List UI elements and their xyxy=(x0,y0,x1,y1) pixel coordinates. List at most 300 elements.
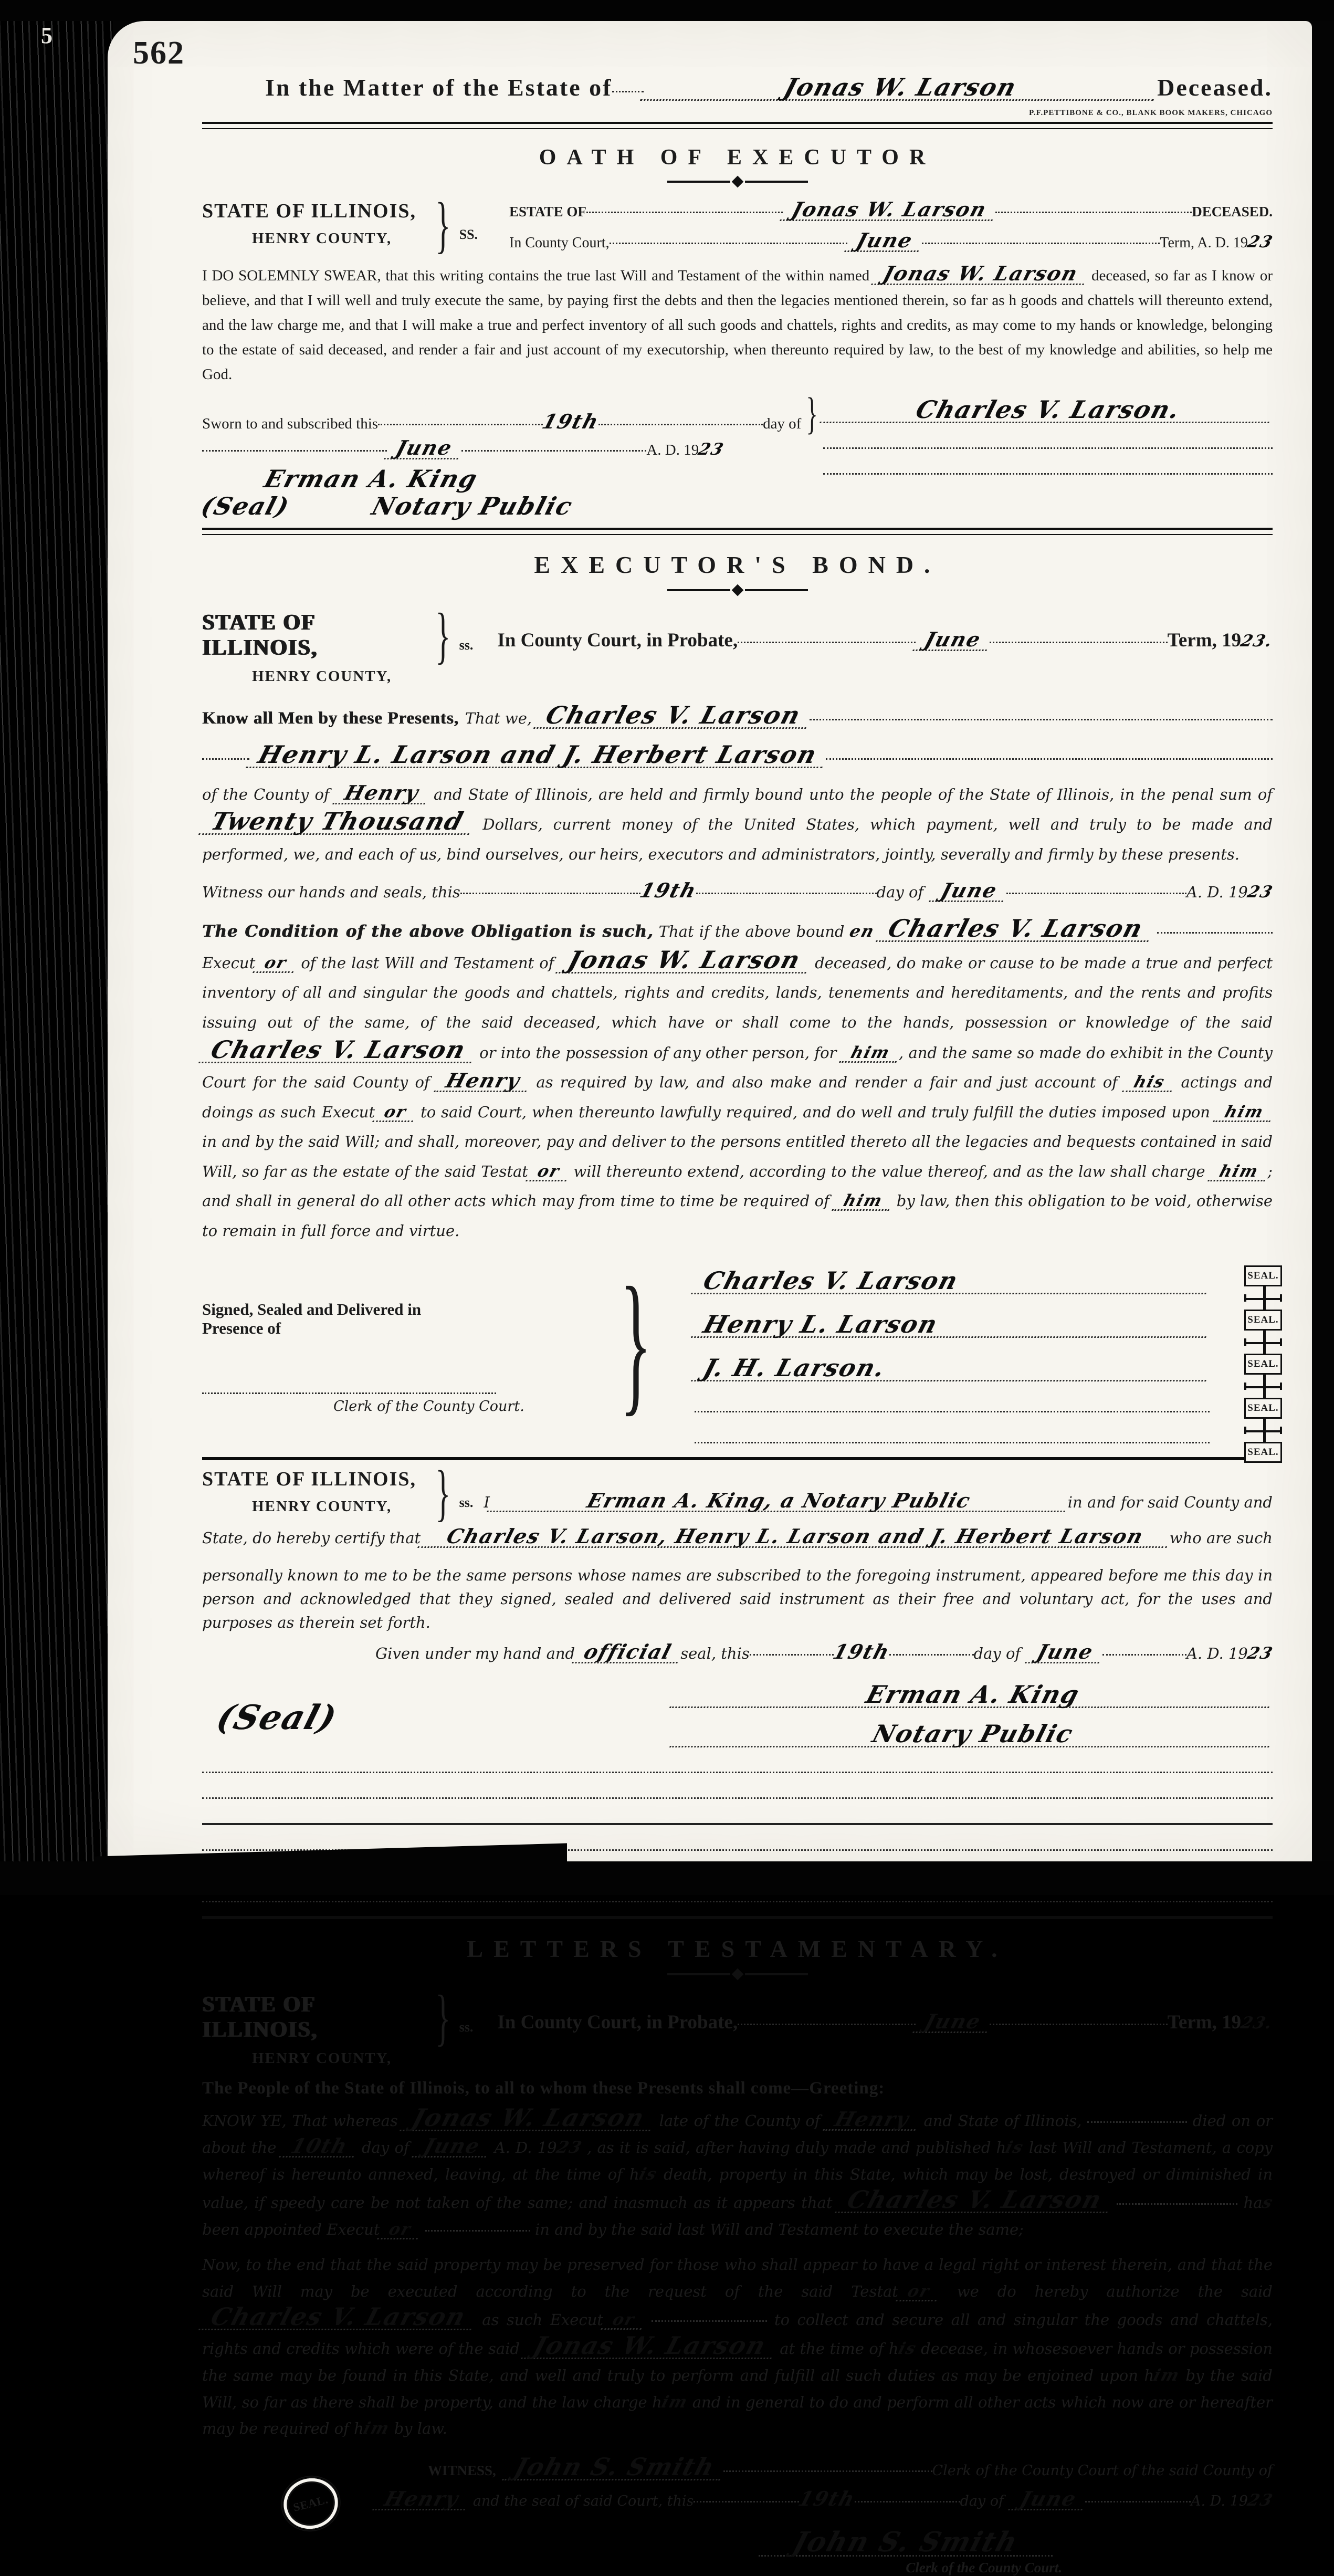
executor-name-script: Charles V. Larson xyxy=(835,2187,1115,2213)
decedent-name-script: Jonas W. Larson xyxy=(400,2106,657,2131)
notary-signature-script: Erman A. King xyxy=(669,1682,1276,1708)
dotted-leader xyxy=(1157,932,1273,934)
sworn-month-fill: June xyxy=(384,438,465,459)
document-page xyxy=(108,21,1312,2576)
given-line xyxy=(375,1640,1276,1664)
execut-or-fill: or xyxy=(253,955,298,973)
ack-state-county xyxy=(202,1468,428,1515)
blank-ruled-line xyxy=(202,1799,1273,1825)
witness-day-fill: 19th xyxy=(637,878,700,903)
venue-brace: } xyxy=(435,600,451,670)
seal-chain-link xyxy=(1239,1375,1287,1398)
oath-text-1: I DO SOLEMNLY SWEAR, that this writing contains the true last Will and Testament of the within named xyxy=(202,267,870,284)
oath-venue-block xyxy=(202,190,1276,259)
dotted-leader xyxy=(202,450,387,452)
bond-signature-line xyxy=(695,1266,1210,1295)
bond-state-county xyxy=(202,610,428,685)
dotted-leader xyxy=(1085,2501,1191,2502)
given-day-fill: 19th xyxy=(830,1640,893,1664)
book-binding-edge xyxy=(0,0,113,1895)
dollars-text: Dollars, current money of the United States, which payment, well and truly to be made xyxy=(482,815,1234,834)
know-all-men-line xyxy=(202,700,1273,729)
condition-text-4: , and the same so made do exhibit in the County Court for the said County of xyxy=(202,1043,1273,1092)
county-fill-2: Henry xyxy=(372,2489,471,2510)
state-label: STATE OF ILLINOIS, xyxy=(202,1993,318,2043)
will-of-label: Will and Testament of xyxy=(384,954,554,972)
title-suffix: Deceased. xyxy=(1157,74,1273,101)
dotted-leader xyxy=(723,2470,932,2472)
ornament-diamond xyxy=(731,1968,743,1981)
ad-label: A. D. 19 xyxy=(1191,2493,1248,2510)
section-divider xyxy=(202,528,1273,535)
in-and-by-text: in and by the said last Will and Testament to execute the same; xyxy=(534,2221,1024,2239)
is-fill-3: is xyxy=(896,2339,919,2359)
day-of-label: day of xyxy=(973,1645,1021,1663)
dotted-leader xyxy=(460,893,640,894)
time-of-text: at the time of h xyxy=(780,2340,899,2358)
s-fill: s xyxy=(1259,2193,1276,2213)
given-month-fill: June xyxy=(1025,1642,1105,1663)
now-text-1: Now, to the end that the said property may be preserved for those who shall appear to have a legal right or interest therein, and that the said Will may be executed according to the request of the said Testat xyxy=(202,2255,1273,2300)
venue-brace: } xyxy=(435,190,451,259)
ornament-divider xyxy=(202,177,1273,186)
term-month-fill: June xyxy=(912,2012,993,2033)
ornament-diamond xyxy=(731,176,743,188)
know-label: Know all Men by these Presents, xyxy=(202,708,459,728)
ack-notary-signature-area xyxy=(673,1672,1273,1747)
condition-text-7: to said Court, when thereunto lawfully required, and do well and truly fulfill the duties imposed upon xyxy=(421,1103,1210,1121)
sworn-label: Sworn to and subscribed this xyxy=(202,415,379,432)
blank-dotted-line xyxy=(695,1381,1210,1412)
section-divider xyxy=(202,1457,1273,1460)
dotted-leader xyxy=(202,758,249,760)
appointed-text: been appointed Execut xyxy=(202,2221,380,2239)
dotted-leader xyxy=(922,243,1160,244)
ornament-bar xyxy=(745,589,808,591)
dotted-leader xyxy=(990,2024,1168,2025)
seal-of-court-text: and the seal of said Court, this xyxy=(472,2493,694,2510)
in-county-court-label: In County Court, xyxy=(509,235,610,251)
scan-top-edge xyxy=(0,0,1334,21)
bond-obligation-paragraph xyxy=(202,780,1273,870)
witness-seals-line xyxy=(202,878,1276,903)
ack-body-paragraph: personally known to me to be the same persons whose names are subscribed to the foregoing instrument, appeared before me this day in person and acknowledged that they signed, sealed and delivered said instrument as their free and voluntary act, for the uses and purposes as therein set forth. xyxy=(202,1566,1273,1632)
county-fill-2: Henry xyxy=(434,1071,532,1092)
seal-chain-link xyxy=(1239,1286,1287,1310)
execut-label: Execut xyxy=(202,954,256,972)
blank-dotted-line xyxy=(823,423,1273,449)
printer-credit: P.F.PETTIBONE & CO., BLANK BOOK MAKERS, CHICAGO xyxy=(1029,109,1273,117)
bond-condition-paragraph xyxy=(202,916,1273,1245)
bond-venue-block xyxy=(202,600,1276,685)
seal-this-label: seal, this xyxy=(680,1645,750,1663)
day-of-label: day of xyxy=(763,415,802,432)
ack-opening xyxy=(484,1491,1273,1512)
signatures-column xyxy=(695,1266,1279,1458)
given-label: Given under my hand and xyxy=(375,1645,575,1663)
penal-sum-script: Twenty Thousand xyxy=(198,809,476,835)
section-acknowledgment xyxy=(202,1458,1276,1902)
of-county-label: of the County of xyxy=(202,785,330,803)
oath-heading: OATH OF EXECUTOR xyxy=(539,145,936,170)
of-the-last: of the last xyxy=(301,954,380,972)
witness-year-fill: 23 xyxy=(1245,883,1276,902)
condition-name-2-script: Charles V. Larson xyxy=(198,1038,478,1063)
him-fill-3: him xyxy=(1207,1164,1270,1181)
clerk-signature-line xyxy=(759,2526,1053,2558)
witness-month-fill: June xyxy=(929,881,1009,902)
state-label: STATE OF ILLINOIS, xyxy=(202,610,318,660)
witness-line xyxy=(428,2455,1273,2480)
scan-bottom-edge xyxy=(0,1861,1334,1895)
collect-text: to collect and secure all and singular the goods and chattels, rights and credits which were of the said xyxy=(202,2311,1273,2358)
seal-notary-line xyxy=(198,491,823,520)
notary-name-script: Erman A. King xyxy=(261,464,481,493)
who-are-such: who are such xyxy=(1169,1529,1273,1547)
know-ye-paragraph xyxy=(202,2103,1276,2243)
notary-name-fill: Erman A. King, a Notary Public xyxy=(487,1491,1071,1512)
venue-brace: } xyxy=(435,1458,451,1528)
dotted-leader xyxy=(826,758,1273,760)
ornament-divider xyxy=(202,586,1273,594)
him-fill-2: him xyxy=(1213,1104,1275,1122)
county-label: HENRY COUNTY, xyxy=(252,1498,392,1515)
ornament-divider xyxy=(202,1970,1273,1978)
seal-date-line xyxy=(375,2487,1276,2511)
condition-text-8: in and by the said Will; and shall, moreover, pay and deliver to the persons entitled thereto all the legacies and bequests contained in said Will, so far as the estate of the said Testat xyxy=(202,1133,1273,1180)
persons-fill: Charles V. Larson, Henry L. Larson and J. Herbert Larson xyxy=(417,1526,1172,1548)
county-label: HENRY COUNTY, xyxy=(252,230,392,247)
day-of-label: day of xyxy=(361,2138,409,2156)
section-divider xyxy=(202,122,1273,129)
dotted-leader xyxy=(990,642,1168,643)
section-oath-of-executor xyxy=(198,145,1276,520)
dotted-leader xyxy=(750,1654,834,1656)
sworn-month-line xyxy=(202,435,727,459)
after-text: , as it is said, after having duly made and published h xyxy=(587,2138,1006,2156)
or-fill-2: or xyxy=(372,1104,418,1122)
im-fill-1: im xyxy=(1151,2365,1183,2385)
ack-venue-block xyxy=(202,1458,1273,1528)
bond-court-line xyxy=(497,627,1276,652)
term-label: Term, A. D. 19 xyxy=(1160,235,1248,251)
letters-court-line xyxy=(497,2009,1276,2034)
ad-label: A. D. 19 xyxy=(646,441,699,458)
section-letters-testamentary xyxy=(202,1935,1276,2576)
dotted-leader xyxy=(889,1654,973,1656)
oath-name-fill: Jonas W. Larson xyxy=(871,264,1090,285)
seal-chain-link xyxy=(1239,1331,1287,1354)
seal-column xyxy=(1239,1265,1287,1458)
ad-label: A. D. 19 xyxy=(494,2138,557,2156)
state-label: STATE OF ILLINOIS, xyxy=(202,1468,417,1491)
signature-stack xyxy=(695,1266,1210,1443)
dotted-leader xyxy=(598,424,763,425)
im-fill-2: im xyxy=(659,2392,690,2412)
decedent-name-2-script: Jonas W. Larson xyxy=(521,2333,779,2359)
seal-tag: SEAL. xyxy=(1244,1354,1282,1375)
died-month-fill: June xyxy=(412,2136,492,2158)
clerk-caption: Clerk of the County Court. xyxy=(333,1398,524,1415)
dotted-leader xyxy=(1087,2121,1187,2123)
by-law-text: by law. xyxy=(394,2420,447,2438)
now-text-2: we do hereby authorize the said xyxy=(957,2282,1273,2300)
sworn-line xyxy=(202,388,823,438)
ad-label: A. D. 19 xyxy=(1186,1645,1248,1663)
oath-signature-column xyxy=(823,395,1273,518)
ss-abbrev: SS. xyxy=(459,227,478,242)
dotted-leader xyxy=(461,450,646,452)
bound-text: and State of Illinois, are held and firmly bound unto the people of the State of Illinois, in the penal sum of xyxy=(433,785,1273,803)
term-month-fill: June xyxy=(912,630,993,651)
died-prefix: died on or about the xyxy=(202,2112,1273,2156)
blank-dotted-line xyxy=(202,1747,1273,1773)
performed-text: and performed, we, and each of us, bind ourselves, our heirs, executors and administrators, jointly, severally and firmly by these presents. xyxy=(202,815,1273,863)
dotted-leader xyxy=(995,212,1192,213)
condition-text-3: or into the possession of any other person, for xyxy=(479,1043,837,1062)
im-fill-3: im xyxy=(361,2419,392,2438)
blank-dotted-line xyxy=(823,449,1273,475)
official-fill: official xyxy=(572,1642,684,1663)
dotted-leader xyxy=(612,91,644,92)
witness-label: WITNESS, xyxy=(428,2463,496,2479)
clerk-signature-area xyxy=(759,2526,1273,2576)
ack-seal-area xyxy=(202,1672,673,1747)
title-prefix: In the Matter of the Estate of xyxy=(265,74,613,101)
court-seal-stamp xyxy=(275,2469,346,2538)
clerk-signature-blank xyxy=(202,1392,496,1394)
oath-execution-block xyxy=(198,388,1273,520)
bond-signature-2: Henry L. Larson xyxy=(691,1312,1213,1338)
will-name-script: Jonas W. Larson xyxy=(555,948,813,973)
blank-dotted-line xyxy=(695,1412,1210,1443)
seal-tag: SEAL. xyxy=(1244,1310,1282,1331)
ornament-diamond xyxy=(731,584,743,596)
is-fill-1: is xyxy=(1003,2138,1026,2157)
notary-intro-line xyxy=(484,1491,1273,1512)
seal-tag: SEAL. xyxy=(1244,1442,1282,1463)
seal-script: (Seal) xyxy=(212,1698,342,1738)
ornament-bar xyxy=(745,1973,808,1975)
ha-label: ha xyxy=(1243,2194,1263,2212)
condition-text-9: will thereunto extend, according to the value thereof, and as the law shall charge xyxy=(573,1162,1205,1180)
estate-of-label: ESTATE OF xyxy=(509,204,586,219)
ss-abbrev: ss. xyxy=(459,2019,474,2035)
state-label: STATE OF ILLINOIS, xyxy=(202,200,417,222)
presence-column xyxy=(202,1255,695,1443)
jurat-brace: } xyxy=(806,388,818,438)
county-fill: Henry xyxy=(823,2109,921,2131)
dotted-leader xyxy=(610,243,848,244)
bond-heading: EXECUTOR'S BOND. xyxy=(534,551,941,578)
died-year-fill: 23 xyxy=(554,2138,585,2157)
letters-state-county xyxy=(202,1992,428,2067)
sureties-names-script: Henry L. Larson and J. Herbert Larson xyxy=(246,742,829,768)
him-fill-1: him xyxy=(839,1045,901,1063)
bond-signature-3: J. H. Larson. xyxy=(691,1356,1213,1381)
clerk-signature-script: John S. Smith xyxy=(789,2526,1022,2559)
seal-tag: SEAL. xyxy=(1244,1265,1282,1286)
estate-name-handwritten: Jonas W. Larson xyxy=(640,75,1161,101)
him-fill-4: him xyxy=(832,1193,894,1211)
term-year-fill: 23. xyxy=(1238,2014,1276,2033)
notary-public-script: Notary Public xyxy=(669,1722,1276,1747)
death-text: death, property in this State, which may be lost, destroyed or diminished in value, if speedy care be not taken of the same; and inasmuch as it appears that xyxy=(202,2165,1273,2212)
ack-signature-block xyxy=(202,1672,1273,1747)
court-term-line xyxy=(509,228,1276,252)
condition-text-5: as required by law, and also make and render a fair and just account of xyxy=(536,1073,1118,1092)
dotted-leader xyxy=(810,719,1273,720)
court-label: In County Court, in Probate, xyxy=(497,629,738,651)
executor-signature-line xyxy=(823,397,1273,423)
witness-clerk-script: John S. Smith xyxy=(502,2455,727,2480)
blank-dotted-line xyxy=(202,1773,1273,1799)
notary-public-script: Notary Public xyxy=(369,491,576,520)
presence-brace: } xyxy=(619,1255,652,1430)
dotted-leader xyxy=(694,2501,799,2502)
page-number: 562 xyxy=(133,35,185,71)
his-fill-1: his xyxy=(1122,1074,1177,1092)
witness-year-fill: 23 xyxy=(1245,2491,1276,2510)
condition-label: The Condition of the above Obligation is such, xyxy=(202,922,654,941)
or-fill-3: or xyxy=(526,1164,571,1181)
witness-block xyxy=(202,2453,1276,2576)
section-divider xyxy=(202,1916,1273,1919)
deceased-label: DECEASED. xyxy=(1192,204,1273,219)
condition-text-10: ; and shall in general do all other acts which may from time to time be required of xyxy=(202,1162,1273,1210)
seal-tag: SEAL. xyxy=(1244,1398,1282,1419)
i-label: I xyxy=(484,1493,490,1512)
seal-stamp-text: SEAL. xyxy=(291,2493,330,2515)
presence-label: Signed, Sealed and Delivered in Presence of xyxy=(202,1300,422,1338)
letters-venue-block xyxy=(202,1982,1276,2067)
oath-state-county xyxy=(202,200,428,247)
certify-label: State, do hereby certify that xyxy=(202,1529,421,1547)
term-label: Term, 19 xyxy=(1167,2012,1242,2034)
late-of-label: late of the County of xyxy=(659,2112,821,2130)
clerk-of-text: Clerk of the County Court of the said County of xyxy=(932,2463,1273,2479)
sureties-line xyxy=(202,742,1273,768)
notary-signature-line xyxy=(673,1682,1273,1708)
bond-signature-line xyxy=(695,1356,1210,1381)
seal-script: (Seal) xyxy=(198,491,293,520)
witness-prefix: Witness our hands and seals, this xyxy=(202,883,460,902)
ornament-bar xyxy=(667,589,730,591)
ornament-bar xyxy=(667,181,730,183)
estate-name-fill: Jonas W. Larson xyxy=(780,200,999,221)
bond-signature-line xyxy=(695,1312,1210,1338)
ss-abbrev: ss. xyxy=(459,1495,474,1511)
letters-heading: LETTERS TESTAMENTARY. xyxy=(467,1935,1008,1963)
condition-that: That if the above bound xyxy=(658,923,845,941)
dotted-leader xyxy=(1102,1654,1186,1656)
blank-dotted-line xyxy=(202,1825,1273,1851)
ss-abbrev: ss. xyxy=(459,637,474,653)
condition-name-script: Charles V. Larson xyxy=(876,916,1156,942)
dotted-leader xyxy=(586,212,783,213)
in-general-text: and in general to do and perform all other acts which now are or hereafter may be required of h xyxy=(202,2393,1273,2438)
section-executors-bond xyxy=(202,551,1279,1458)
dotted-leader xyxy=(378,424,542,425)
condition-text-6: actings and doings as such Execut xyxy=(202,1073,1273,1121)
is-fill-2: is xyxy=(636,2164,660,2184)
term-year-fill: 23. xyxy=(1238,631,1276,651)
clerk-caption: Clerk of the County Court. xyxy=(906,2560,1063,2576)
by-will-text: by the said Will, so far as there shall be property, and the law charge h xyxy=(202,2366,1273,2411)
page-title-line xyxy=(265,74,1273,101)
ornament-bar xyxy=(745,181,808,183)
or-fill-3: or xyxy=(601,2312,646,2330)
seal-chain-link xyxy=(1239,1419,1287,1442)
witness-month-fill: June xyxy=(1008,2489,1088,2510)
county-label: HENRY COUNTY, xyxy=(252,2050,392,2067)
dotted-leader xyxy=(738,642,916,643)
oath-jurat xyxy=(198,388,823,520)
given-year-fill: 23 xyxy=(1245,1644,1276,1663)
sworn-day-fill: 19th xyxy=(539,409,602,433)
executor-signature-script: Charles V. Larson. xyxy=(820,397,1276,423)
greeting-line: The People of the State of Illinois, to all to whom these Presents shall come—Greeting: xyxy=(202,2079,885,2098)
term-label: Term, 19 xyxy=(1167,629,1242,651)
state-of-illinois: and State of Illinois, xyxy=(923,2112,1082,2130)
venue-brace: } xyxy=(435,1982,451,2053)
authorized-name-script: Charles V. Larson xyxy=(198,2305,478,2330)
as-such-text: as such Execut xyxy=(482,2311,604,2329)
oath-caption xyxy=(509,197,1276,252)
bound-en-fill: en xyxy=(847,922,877,941)
principal-name-script: Charles V. Larson xyxy=(533,703,813,729)
notary-signature-script xyxy=(261,464,823,493)
term-month-fill: June xyxy=(844,231,925,252)
or-fill-2: or xyxy=(896,2284,941,2301)
dotted-leader xyxy=(652,2320,767,2322)
condition-text-2: deceased, do make or cause to be made a true and perfect inventory of all and singular the goods and chattels, rights and credits, lands, tenements and hereditaments, and the rents and profits issuing out of the same, of the said deceased, which have or shall come to the hands, possession or knowledge of the said xyxy=(202,954,1273,1032)
that-we-label: That we, xyxy=(465,709,532,727)
dotted-leader xyxy=(425,2230,530,2232)
in-for-text: in and for said County and xyxy=(1067,1493,1273,1512)
dotted-leader xyxy=(738,2024,916,2025)
notary-title-line xyxy=(673,1722,1273,1747)
dotted-leader xyxy=(1117,2203,1237,2205)
bond-signature-1: Charles V. Larson xyxy=(691,1269,1213,1294)
dotted-leader xyxy=(855,2501,960,2502)
certify-line xyxy=(202,1526,1273,1548)
sworn-year-fill: 23 xyxy=(696,439,727,459)
ad-label: A. D. 19 xyxy=(1186,883,1248,902)
term-year-fill: 23 xyxy=(1245,233,1276,252)
or-fill-1: or xyxy=(377,2222,423,2239)
edge-page-digit: 5 xyxy=(41,23,52,48)
oath-text-2: deceased, so far as I know or believe, and that I will well and truly execute the same, by paying first the debts and then the legacies mentioned therein, so far as h goods and chattels will thereunto extend, and the law charge me, and that I will make a true and perfect inventory of all such goods and chattels, rights and credits, as may come to my hands or knowledge, belonging to the estate of said deceased, and render a fair and just account of my executorship, when thereunto required by law, to the best of my knowledge and abilities, so help me God. xyxy=(202,267,1273,383)
died-day-fill: 10th xyxy=(279,2136,360,2158)
estate-of-line xyxy=(509,197,1273,221)
county-label: HENRY COUNTY, xyxy=(252,667,392,685)
oath-body-paragraph xyxy=(202,261,1273,387)
authorization-paragraph xyxy=(202,2252,1273,2442)
day-of-label: day of xyxy=(876,883,924,902)
know-ye-label: KNOW YE, That whereas xyxy=(202,2112,398,2130)
day-of-label: day of xyxy=(960,2493,1004,2510)
dotted-leader xyxy=(696,893,876,894)
county-fill: Henry xyxy=(332,783,431,804)
decease-text: decease, in whosesoever hands or possession the same may be found in this State, and well and truly to perform and fulfill all such duties as may be enjoined upon h xyxy=(202,2340,1273,2384)
witness-day-fill: 19th xyxy=(795,2487,858,2511)
will-text: last Will and Testament, a copy whereof is hereunto annexed, leaving, at the time of h xyxy=(202,2138,1273,2183)
bond-signature-block xyxy=(202,1255,1279,1458)
dotted-leader xyxy=(1006,893,1186,894)
court-label: In County Court, in Probate, xyxy=(497,2012,738,2034)
ornament-bar xyxy=(667,1973,730,1975)
